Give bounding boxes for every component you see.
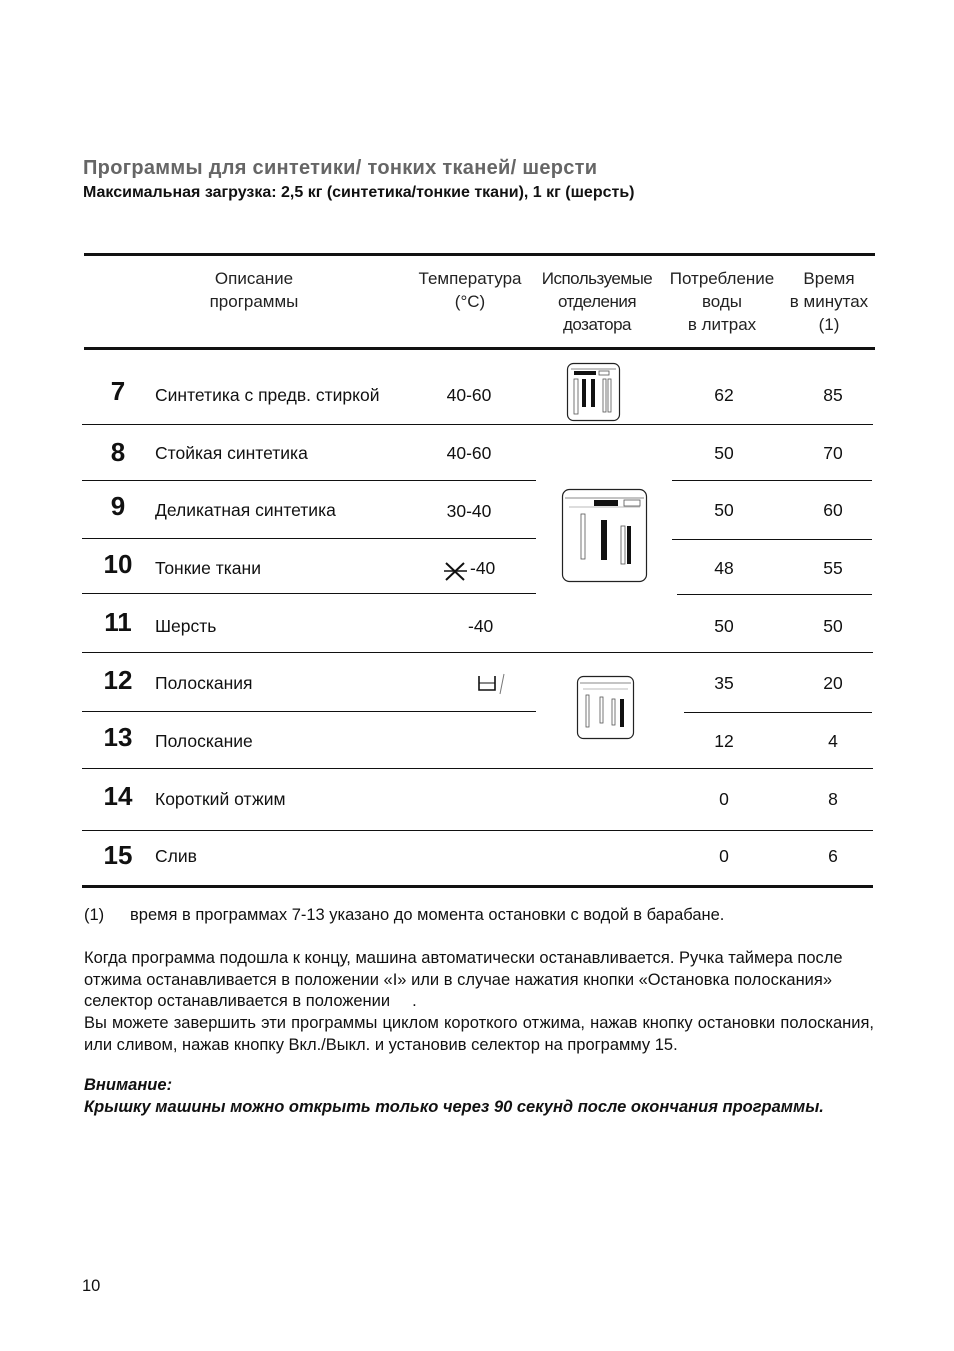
header-time-line: (1)	[818, 315, 840, 334]
program-description: Синтетика с предв. стиркой	[155, 385, 380, 405]
paragraph-line: Когда программа подошла к концу, машина автоматически останавливается. Ручка таймера после	[84, 949, 843, 967]
footnote-marker: (1)	[84, 906, 105, 924]
program-temperature: -40	[470, 558, 496, 578]
program-time: 4	[828, 731, 838, 751]
program-number: 13	[103, 722, 133, 752]
row-separator	[82, 424, 873, 425]
dispenser-drawer-icon	[561, 488, 648, 583]
warning-text: Крышку машины можно открыть только через 90 секунд после окончания программы.	[84, 1098, 824, 1116]
program-temperature: 30-40	[446, 501, 492, 521]
program-temperature: -40	[468, 616, 494, 636]
row-separator	[82, 538, 536, 539]
paragraph-finish-options: Вы можете завершить эти программы циклом короткого отжима, нажав кнопку остановки полоскания, или сливом, нажав кнопку Вкл./Выкл. и установив селектор на программу 15.	[84, 1014, 874, 1054]
header-description-line: программы	[209, 292, 299, 311]
header-time	[782, 267, 876, 336]
table-top-rule	[84, 253, 875, 256]
row-separator	[672, 539, 872, 540]
header-compartments-line: дозатора	[562, 315, 632, 334]
row-separator	[82, 480, 536, 481]
program-description: Шерсть	[155, 616, 217, 636]
cold-wash-icon	[443, 560, 469, 584]
program-number: 10	[103, 549, 133, 579]
program-temperature: 40-60	[446, 385, 492, 405]
program-water: 48	[714, 558, 734, 578]
table-bottom-rule	[82, 885, 873, 888]
row-separator	[82, 711, 536, 712]
header-compartments-line: Используемые	[541, 269, 653, 288]
header-water-line: в литрах	[687, 315, 757, 334]
program-number: 14	[103, 781, 133, 811]
program-number: 8	[110, 437, 126, 467]
rinse-hold-icon	[476, 672, 510, 696]
program-time: 55	[823, 558, 843, 578]
max-load-subtitle: Максимальная загрузка: 2,5 кг (синтетика/тонкие ткани), 1 кг (шерсть)	[83, 184, 635, 201]
program-time: 60	[823, 500, 843, 520]
header-bottom-rule	[84, 347, 875, 350]
header-compartments	[533, 267, 661, 336]
header-compartments-line: отделения	[557, 292, 637, 311]
program-time: 6	[828, 846, 838, 866]
program-number: 15	[103, 840, 133, 870]
page-title: Программы для синтетики/ тонких тканей/ шерсти	[83, 157, 598, 179]
warning-title: Внимание:	[84, 1076, 173, 1094]
program-description: Полоскание	[155, 731, 253, 751]
page-number: 10	[82, 1277, 101, 1295]
header-water-line: Потребление	[669, 269, 775, 288]
row-separator	[82, 593, 536, 594]
program-water: 62	[714, 385, 734, 405]
paragraph-line-text: селектор останавливается в положении	[84, 992, 391, 1010]
program-water: 35	[714, 673, 734, 693]
header-water	[661, 267, 783, 336]
header-time-line: в минутах	[789, 292, 869, 311]
program-number: 9	[110, 491, 126, 521]
program-number: 11	[104, 607, 132, 637]
row-separator	[82, 768, 873, 769]
program-time: 20	[823, 673, 843, 693]
header-water-line: воды	[701, 292, 743, 311]
program-description: Слив	[155, 846, 197, 866]
program-number: 12	[103, 665, 133, 695]
row-separator	[677, 594, 872, 595]
program-water: 50	[714, 500, 734, 520]
row-separator	[672, 480, 872, 481]
program-time: 70	[823, 443, 843, 463]
program-number: 7	[110, 376, 126, 406]
program-time: 50	[823, 616, 843, 636]
header-time-line: Время	[803, 269, 855, 288]
program-temperature: 40-60	[446, 443, 492, 463]
row-separator	[82, 652, 873, 653]
header-temperature-line: (°C)	[454, 292, 486, 311]
row-separator	[82, 830, 873, 831]
row-separator	[684, 712, 872, 713]
program-water: 50	[714, 443, 734, 463]
program-water: 12	[714, 731, 734, 751]
program-water: 50	[714, 616, 734, 636]
dispenser-drawer-icon	[566, 362, 621, 422]
program-description: Тонкие ткани	[155, 558, 261, 578]
paragraph-line-end: .	[412, 992, 417, 1010]
program-description: Деликатная синтетика	[155, 500, 336, 520]
paragraph-line	[84, 991, 874, 1013]
program-water: 0	[719, 789, 729, 809]
header-temperature	[410, 267, 530, 313]
header-description-line: Описание	[214, 269, 294, 288]
program-water: 0	[719, 846, 729, 866]
paragraph-line: отжима останавливается в положении «I» или в случае нажатия кнопки «Остановка полоскания»	[84, 970, 833, 989]
header-temperature-line: Температура	[418, 269, 522, 288]
footnote-text: время в программах 7-13 указано до момента остановки с водой в барабане.	[130, 906, 725, 924]
program-time: 8	[828, 789, 838, 809]
program-description: Короткий отжим	[155, 789, 286, 809]
header-description	[174, 267, 334, 313]
program-description: Полоскания	[155, 673, 253, 693]
program-time: 85	[823, 385, 843, 405]
program-description: Стойкая синтетика	[155, 443, 308, 463]
paragraph-program-end	[84, 948, 874, 1013]
dispenser-drawer-icon	[576, 675, 635, 740]
